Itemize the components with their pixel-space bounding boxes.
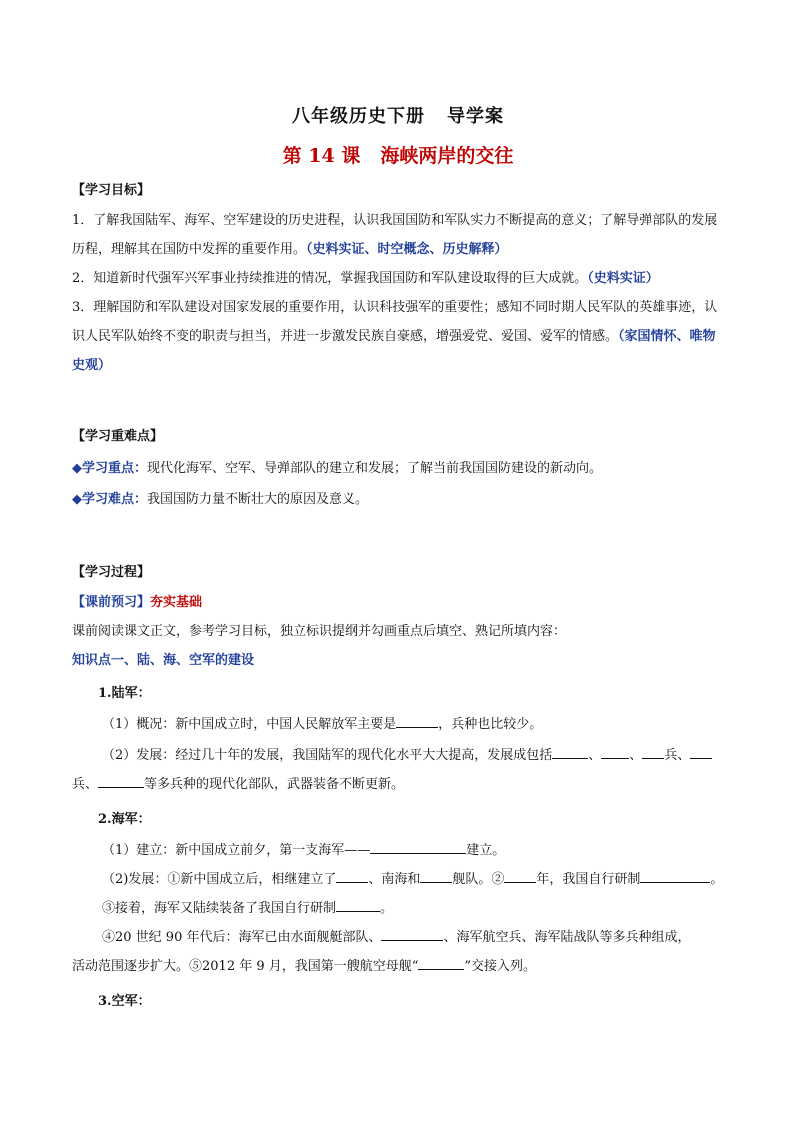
focus-text: 现代化海军、空军、导弹部队的建立和发展；了解当前我国国防建设的新动向。 xyxy=(147,461,603,476)
objective-2-tag: （史料实证） xyxy=(587,271,659,286)
title-main: 八年级历史下册 xyxy=(292,106,425,127)
difficulty-line xyxy=(72,485,724,514)
objectives-heading: 【学习目标】 xyxy=(72,183,151,198)
army-heading: 1.陆军： xyxy=(98,686,151,701)
navy-establishment: （1）建立：新中国成立前夕，第一支海军—— 建立。 xyxy=(102,843,506,858)
diamond-bullet-icon: ◆ xyxy=(72,461,82,476)
preview-intro: 课前阅读课文正文，参考学习目标，独立标识提纲并勾画重点后填空、熟记所填内容： xyxy=(72,624,567,639)
fill-blank[interactable] xyxy=(640,870,710,883)
process-heading: 【学习过程】 xyxy=(72,565,151,580)
objective-3: 3．理解国防和军队建设对国家发展的重要作用，认识科技强军的重要性；感知不同时期人民军队的英雄事迹，认识人民军队始终不变的职责与担当，并进一步激发民族自豪感，增强爱党、爱国、爱军的情感。（家国情怀、唯物史观） xyxy=(72,300,718,373)
title-sub: 导学案 xyxy=(447,106,504,127)
objective-1-tag: （史料实证、时空概念、历史解释） xyxy=(306,242,508,257)
navy-carrier: 活动范围逐步扩大。⑤2012 年 9 月，我国第一艘航空母舰“ ”交接入列。 xyxy=(72,959,537,974)
navy-development: （2)发展：①新中国成立后，相继建立了 、南海和 舰队。② 年，我国自行研制 。 xyxy=(102,872,724,887)
fill-blank[interactable] xyxy=(418,957,464,970)
navy-composition: ④20 世纪 90 年代后：海军已由水面舰艇部队、 、海军航空兵、海军陆战队等多兵种组成， xyxy=(102,930,691,945)
fill-blank[interactable] xyxy=(504,870,536,883)
objective-3-tag: （家国情怀、唯物史观） xyxy=(72,329,716,373)
fill-blank[interactable] xyxy=(642,746,664,759)
difficulty-label: 学习难点： xyxy=(82,492,148,507)
fill-blank[interactable] xyxy=(336,899,380,912)
navy-equipment: ③接着，海军又陆续装备了我国自行研制 。 xyxy=(102,901,394,916)
fill-blank[interactable] xyxy=(601,746,629,759)
fill-blank[interactable] xyxy=(690,746,712,759)
preview-line xyxy=(72,588,724,617)
fill-blank[interactable] xyxy=(370,841,466,854)
document-title xyxy=(72,104,724,130)
knowledge-point-1: 知识点一、陆、海、空军的建设 xyxy=(72,653,255,668)
lesson-number: 第 14 课 xyxy=(282,145,361,167)
preview-label: 【课前预习】 xyxy=(72,595,151,610)
fill-blank[interactable] xyxy=(381,928,443,941)
lesson-name: 海峡两岸的交往 xyxy=(380,145,514,167)
key-points-heading: 【学习重难点】 xyxy=(72,429,164,444)
army-overview: （1）概况：新中国成立时，中国人民解放军主要是 ，兵种也比较少。 xyxy=(102,717,543,732)
fill-blank[interactable] xyxy=(420,870,452,883)
air-force-heading: 3.空军： xyxy=(98,994,151,1009)
army-development: （2）发展：经过几十年的发展，我国陆军的现代化水平大大提高，发展成包括 、 、 兵、 xyxy=(72,741,724,770)
focus-line xyxy=(72,454,724,483)
fill-blank[interactable] xyxy=(98,775,144,788)
fill-blank[interactable] xyxy=(336,870,368,883)
difficulty-text: 我国国防力量不断壮大的原因及意义。 xyxy=(147,492,369,507)
lesson-title xyxy=(72,142,724,170)
fill-blank[interactable] xyxy=(552,746,588,759)
diamond-bullet-icon: ◆ xyxy=(72,492,82,507)
objective-1: 1．了解我国陆军、海军、空军建设的历史进程，认识我国国防和军队实力不断提高的意义；了解导弹部队的发展历程，理解其在国防中发挥的重要作用。（史料实证、时空概念、历史解释） xyxy=(72,213,718,257)
objective-2: 2．知道新时代强军兴军事业持续推进的情况，掌握我国国防和军队建设取得的巨大成就。（史料实证） xyxy=(72,271,659,286)
focus-label: 学习重点： xyxy=(82,461,148,476)
fill-blank[interactable] xyxy=(396,715,438,728)
preview-sub: 夯实基础 xyxy=(150,595,203,610)
army-development-cont: 兵、 等多兵种的现代化部队，武器装备不断更新。 xyxy=(72,777,405,792)
navy-heading: 2.海军： xyxy=(98,812,151,827)
